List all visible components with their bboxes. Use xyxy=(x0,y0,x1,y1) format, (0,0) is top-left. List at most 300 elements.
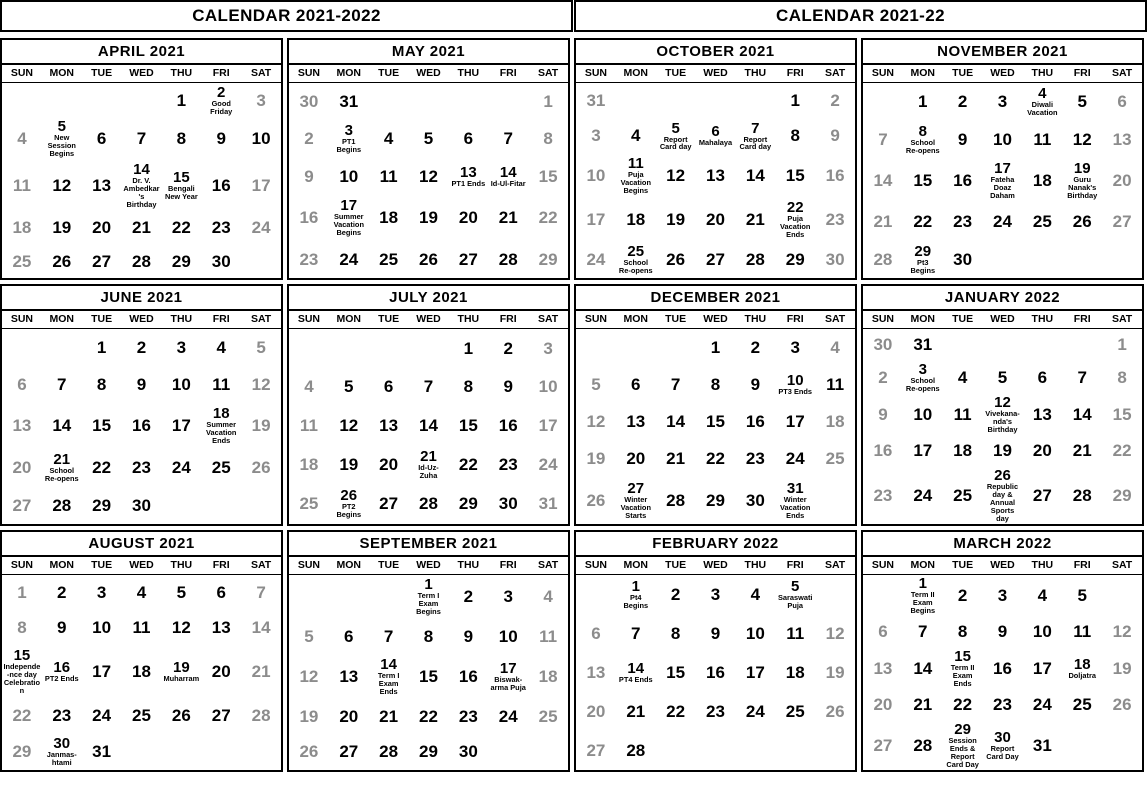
day-cell xyxy=(815,83,855,118)
day-cell xyxy=(42,118,82,161)
day-cell xyxy=(122,244,162,278)
day-cell xyxy=(329,734,369,769)
day-number: 3 xyxy=(790,337,800,357)
day-cell xyxy=(696,118,736,154)
month-block xyxy=(574,530,857,772)
day-cell xyxy=(161,698,201,733)
day-note: Id-Uz-Zuha xyxy=(418,462,439,480)
day-cell xyxy=(488,445,528,485)
weekday-label: FRI xyxy=(212,558,230,571)
day-number: 13 xyxy=(1032,404,1052,424)
day-number: 13 xyxy=(586,663,606,683)
day-cell xyxy=(82,575,122,610)
day-number: 10 xyxy=(993,129,1012,149)
day-cell xyxy=(122,366,162,403)
day-cell-empty xyxy=(241,733,281,769)
day-number: 19 xyxy=(1112,658,1132,678)
day-cell xyxy=(122,329,162,366)
day-number: 17 xyxy=(171,416,191,436)
day-cell xyxy=(289,406,329,445)
month-title: SEPTEMBER 2021 xyxy=(289,532,568,557)
weekday-label: THU xyxy=(170,312,193,325)
weekday-label: THU xyxy=(457,67,480,79)
day-number: 7 xyxy=(878,129,888,149)
day-cell xyxy=(82,733,122,769)
day-cell xyxy=(656,366,696,403)
day-number: 6 xyxy=(878,622,888,642)
day-cell xyxy=(1022,83,1062,121)
day-cell xyxy=(448,484,488,524)
day-number: 16 xyxy=(706,663,725,683)
day-number: 27 xyxy=(211,705,231,725)
day-cell xyxy=(122,575,162,610)
day-cell xyxy=(775,366,815,403)
day-cell xyxy=(1102,689,1142,721)
day-cell xyxy=(201,366,241,403)
month-title: JULY 2021 xyxy=(289,286,568,311)
day-cell xyxy=(656,653,696,692)
day-number: 12 xyxy=(339,415,359,435)
day-number: 29 xyxy=(92,495,112,515)
day-cell xyxy=(488,619,528,654)
day-cell xyxy=(122,118,162,161)
day-cell xyxy=(903,121,943,159)
day-number: 5 xyxy=(791,578,800,596)
day-number: 17 xyxy=(1032,658,1052,678)
day-cell xyxy=(201,118,241,161)
day-cell xyxy=(943,467,983,524)
day-number: 4 xyxy=(631,126,641,146)
day-cell xyxy=(576,478,616,524)
day-number: 24 xyxy=(913,485,933,505)
weekday-label: TUE xyxy=(91,558,113,571)
weekday-label: THU xyxy=(170,67,193,79)
day-number: 9 xyxy=(750,375,761,395)
day-number: 27 xyxy=(339,742,359,762)
day-number: 26 xyxy=(340,487,358,505)
day-cell xyxy=(329,445,369,485)
day-number: 14 xyxy=(419,415,438,435)
day-cell xyxy=(1102,83,1142,121)
weekday-label: TUE xyxy=(665,312,687,325)
day-cell xyxy=(696,614,736,653)
day-number: 9 xyxy=(304,166,314,186)
day-cell-empty xyxy=(1102,721,1142,770)
day-cell xyxy=(409,484,449,524)
day-note: New Session Begins xyxy=(47,133,76,159)
weekday-label: WED xyxy=(990,558,1015,571)
day-note: Summer Vacation Ends xyxy=(206,420,237,446)
day-number: 23 xyxy=(873,485,893,505)
day-number: 16 xyxy=(458,667,478,687)
day-number: 26 xyxy=(586,491,606,511)
day-cell xyxy=(815,154,855,198)
day-cell-empty xyxy=(161,733,201,769)
day-cell xyxy=(1062,648,1102,689)
day-number: 18 xyxy=(12,217,32,237)
day-cell xyxy=(82,160,122,211)
day-cell xyxy=(161,118,201,161)
day-cell xyxy=(775,83,815,118)
day-number: 22 xyxy=(666,701,686,721)
day-cell xyxy=(488,158,528,195)
day-cell xyxy=(2,645,42,697)
day-cell xyxy=(616,242,656,278)
day-number: 23 xyxy=(745,449,765,469)
title-row xyxy=(0,0,1147,34)
day-cell xyxy=(735,242,775,278)
day-cell xyxy=(983,435,1023,467)
day-cell xyxy=(616,440,656,477)
day-number: 5 xyxy=(176,582,187,602)
weekday-label: THU xyxy=(457,558,480,571)
day-cell xyxy=(863,121,903,159)
day-number: 20 xyxy=(586,701,606,721)
day-number: 21 xyxy=(132,217,151,237)
day-number: 6 xyxy=(1117,92,1127,112)
day-number: 29 xyxy=(706,491,725,511)
day-cell-empty xyxy=(696,731,736,770)
day-number: 23 xyxy=(52,705,72,725)
day-cell xyxy=(488,120,528,158)
day-number: 24 xyxy=(498,706,518,726)
day-grid xyxy=(289,575,568,770)
day-number: 14 xyxy=(133,160,150,178)
weekday-label: TUE xyxy=(378,558,400,571)
day-number: 1 xyxy=(631,578,640,596)
day-number: 24 xyxy=(1032,695,1052,715)
day-note: Good Friday xyxy=(210,98,233,116)
weekday-label: SUN xyxy=(10,558,33,571)
day-cell xyxy=(943,83,983,121)
day-cell xyxy=(201,244,241,278)
weekday-label: TUE xyxy=(91,67,113,79)
day-number: 1 xyxy=(176,90,187,110)
day-cell xyxy=(735,118,775,154)
day-number: 5 xyxy=(304,627,314,647)
day-number: 8 xyxy=(1117,367,1127,387)
day-cell xyxy=(488,699,528,734)
day-cell xyxy=(122,449,162,487)
day-cell xyxy=(775,198,815,242)
day-note: Summer Vacation Begins xyxy=(333,212,364,238)
day-number: 5 xyxy=(997,367,1008,387)
month-title: APRIL 2021 xyxy=(2,40,281,65)
day-number: 25 xyxy=(12,251,32,271)
day-number: 30 xyxy=(299,91,319,111)
day-note: PT4 Ends xyxy=(618,675,653,685)
day-number: 13 xyxy=(1112,129,1132,149)
day-cell xyxy=(289,120,329,158)
day-number: 3 xyxy=(344,122,353,140)
weekday-label: TUE xyxy=(378,312,400,325)
day-number: 26 xyxy=(171,705,191,725)
day-cell xyxy=(448,195,488,241)
day-note: Puja Vacation Ends xyxy=(780,214,811,240)
day-cell xyxy=(696,198,736,242)
day-cell xyxy=(775,154,815,198)
day-cell xyxy=(528,120,568,158)
day-number: 22 xyxy=(458,454,478,474)
weekday-label: WED xyxy=(703,67,728,79)
day-number: 10 xyxy=(913,404,933,424)
day-cell xyxy=(943,689,983,721)
day-cell xyxy=(983,575,1023,616)
day-cell xyxy=(241,698,281,733)
day-note: Janmas-htami xyxy=(46,749,77,767)
day-cell-empty xyxy=(656,731,696,770)
day-number: 3 xyxy=(256,90,266,110)
day-cell xyxy=(369,241,409,278)
weekday-label: SAT xyxy=(824,67,846,79)
day-number: 19 xyxy=(825,663,845,683)
day-cell xyxy=(1062,204,1102,241)
day-cell xyxy=(775,118,815,154)
weekday-label: MON xyxy=(623,312,649,325)
day-number: 1 xyxy=(1117,335,1127,355)
day-number: 7 xyxy=(57,374,67,394)
day-cell xyxy=(409,699,449,734)
weekday-label: THU xyxy=(744,312,767,325)
day-cell xyxy=(576,403,616,440)
day-number: 7 xyxy=(1077,367,1087,387)
weekday-label: MON xyxy=(49,558,75,571)
day-number: 27 xyxy=(458,249,478,269)
day-note: Puja Vacation Begins xyxy=(620,170,651,196)
day-number: 28 xyxy=(745,250,765,270)
day-number: 6 xyxy=(216,582,226,602)
weekday-label: SUN xyxy=(871,312,894,325)
day-number: 15 xyxy=(92,416,112,436)
day-cell xyxy=(1022,394,1062,435)
day-number: 5 xyxy=(423,129,434,149)
day-cell xyxy=(409,619,449,654)
day-number: 8 xyxy=(463,377,474,397)
day-number: 23 xyxy=(993,695,1012,715)
weekday-label: SAT xyxy=(250,312,272,325)
day-number: 25 xyxy=(538,706,558,726)
weekday-header xyxy=(576,311,855,329)
day-number: 19 xyxy=(666,210,686,230)
day-number: 31 xyxy=(913,335,933,355)
day-cell xyxy=(1022,721,1062,770)
day-cell xyxy=(528,367,568,406)
weekday-label: SAT xyxy=(1111,312,1133,325)
day-number: 4 xyxy=(830,337,840,357)
day-note: Bengali New Year xyxy=(164,183,198,201)
day-cell-empty xyxy=(2,83,42,118)
weekday-header xyxy=(863,557,1142,575)
day-cell xyxy=(289,241,329,278)
day-number: 26 xyxy=(1112,695,1132,715)
day-cell xyxy=(241,83,281,118)
day-number: 18 xyxy=(1032,171,1052,191)
weekday-label: SAT xyxy=(1111,558,1133,571)
day-number: 27 xyxy=(586,740,606,760)
day-number: 27 xyxy=(12,495,32,515)
day-number: 27 xyxy=(1112,212,1132,232)
day-cell xyxy=(696,478,736,524)
day-cell xyxy=(775,692,815,731)
weekday-label: SAT xyxy=(1111,67,1133,79)
day-cell xyxy=(369,619,409,654)
weekday-label: SUN xyxy=(10,67,33,79)
day-grid xyxy=(576,575,855,770)
day-cell xyxy=(289,699,329,734)
day-cell xyxy=(528,241,568,278)
day-number: 21 xyxy=(420,447,437,465)
day-number: 1 xyxy=(918,92,928,112)
month-title: FEBRUARY 2022 xyxy=(576,532,855,557)
day-number: 15 xyxy=(538,166,558,186)
day-cell xyxy=(1102,158,1142,204)
day-cell xyxy=(775,478,815,524)
day-number: 1 xyxy=(424,576,433,594)
day-number: 19 xyxy=(52,217,72,237)
day-number: 4 xyxy=(543,587,553,607)
weekday-label: MON xyxy=(336,312,362,325)
day-number: 16 xyxy=(953,171,973,191)
day-note: Muharram xyxy=(163,674,200,684)
day-cell xyxy=(2,118,42,161)
weekday-label: FRI xyxy=(499,67,517,79)
day-cell xyxy=(488,195,528,241)
day-number: 15 xyxy=(706,412,725,432)
day-cell xyxy=(488,575,528,619)
weekday-label: WED xyxy=(129,67,154,79)
day-number: 29 xyxy=(171,251,191,271)
weekday-label: WED xyxy=(703,558,728,571)
day-number: 18 xyxy=(626,210,646,230)
day-cell xyxy=(42,733,82,769)
day-number: 10 xyxy=(339,166,359,186)
day-cell xyxy=(241,610,281,645)
day-number: 25 xyxy=(825,449,845,469)
day-cell xyxy=(369,484,409,524)
day-number: 19 xyxy=(173,659,190,677)
day-number: 27 xyxy=(379,494,399,514)
day-number: 17 xyxy=(785,412,805,432)
day-cell xyxy=(1102,467,1142,524)
day-cell xyxy=(241,118,281,161)
day-cell xyxy=(616,478,656,524)
day-cell xyxy=(82,645,122,697)
day-cell-empty xyxy=(983,329,1023,361)
day-cell xyxy=(1022,616,1062,648)
day-number: 18 xyxy=(953,441,973,461)
day-number: 13 xyxy=(339,667,359,687)
day-note: Pt4 Begins xyxy=(623,593,649,611)
day-number: 24 xyxy=(339,249,359,269)
day-cell xyxy=(488,484,528,524)
weekday-label: TUE xyxy=(91,312,113,325)
weekday-header xyxy=(863,311,1142,329)
day-number: 2 xyxy=(463,587,474,607)
day-cell xyxy=(42,645,82,697)
weekday-label: SAT xyxy=(824,312,846,325)
day-number: 9 xyxy=(997,622,1008,642)
day-number: 21 xyxy=(666,449,686,469)
day-cell xyxy=(528,158,568,195)
day-cell xyxy=(201,449,241,487)
day-number: 21 xyxy=(498,208,518,228)
day-cell xyxy=(42,244,82,278)
day-number: 25 xyxy=(1032,212,1052,232)
day-cell xyxy=(369,654,409,698)
day-number: 23 xyxy=(498,454,518,474)
day-cell xyxy=(42,366,82,403)
day-note: Doljatra xyxy=(1068,670,1096,680)
day-number: 11 xyxy=(1033,129,1052,149)
day-number: 23 xyxy=(132,458,151,478)
day-cell xyxy=(42,575,82,610)
day-note: Diwali Vacation xyxy=(1027,100,1058,118)
weekday-label: SAT xyxy=(537,312,559,325)
day-cell xyxy=(983,648,1023,689)
weekday-header xyxy=(289,557,568,575)
day-number: 7 xyxy=(136,129,147,149)
day-cell xyxy=(289,484,329,524)
day-cell xyxy=(815,653,855,692)
day-number: 5 xyxy=(1077,585,1087,605)
day-number: 13 xyxy=(626,412,646,432)
day-number: 12 xyxy=(52,175,72,195)
day-number: 11 xyxy=(627,155,644,173)
day-cell xyxy=(122,403,162,449)
day-cell xyxy=(122,160,162,211)
day-number: 20 xyxy=(211,662,231,682)
weekday-label: SUN xyxy=(871,67,894,79)
day-cell xyxy=(2,366,42,403)
day-cell xyxy=(1062,158,1102,204)
day-number: 20 xyxy=(706,210,725,230)
day-cell xyxy=(815,366,855,403)
day-cell xyxy=(863,361,903,394)
day-cell-empty xyxy=(201,487,241,524)
day-cell xyxy=(2,449,42,487)
day-number: 7 xyxy=(670,375,681,395)
day-cell xyxy=(201,329,241,366)
day-number: 5 xyxy=(1077,92,1087,112)
weekday-label: WED xyxy=(416,558,441,571)
day-number: 26 xyxy=(666,250,686,270)
day-cell-empty xyxy=(1062,329,1102,361)
weekday-label: MON xyxy=(49,312,75,325)
day-cell xyxy=(241,575,281,610)
day-number: 17 xyxy=(538,415,558,435)
day-number: 11 xyxy=(299,415,318,435)
day-note: School Re-opens xyxy=(905,375,940,393)
day-cell xyxy=(161,575,201,610)
day-cell-empty xyxy=(122,83,162,118)
day-cell xyxy=(448,406,488,445)
day-cell xyxy=(943,616,983,648)
day-cell xyxy=(1102,121,1142,159)
day-number: 16 xyxy=(993,658,1012,678)
day-number: 27 xyxy=(627,480,645,498)
day-grid xyxy=(2,575,281,770)
day-cell xyxy=(241,403,281,449)
day-cell xyxy=(735,614,775,653)
day-number: 12 xyxy=(1112,622,1132,642)
day-cell xyxy=(1022,435,1062,467)
day-note: PT1 Begins xyxy=(336,137,362,155)
day-cell xyxy=(983,467,1023,524)
day-note: Dr. V. Ambedkar's Birthday xyxy=(123,175,160,209)
day-note: Session Ends & Report Card Day xyxy=(946,735,979,769)
day-cell xyxy=(983,394,1023,435)
day-cell xyxy=(903,689,943,721)
